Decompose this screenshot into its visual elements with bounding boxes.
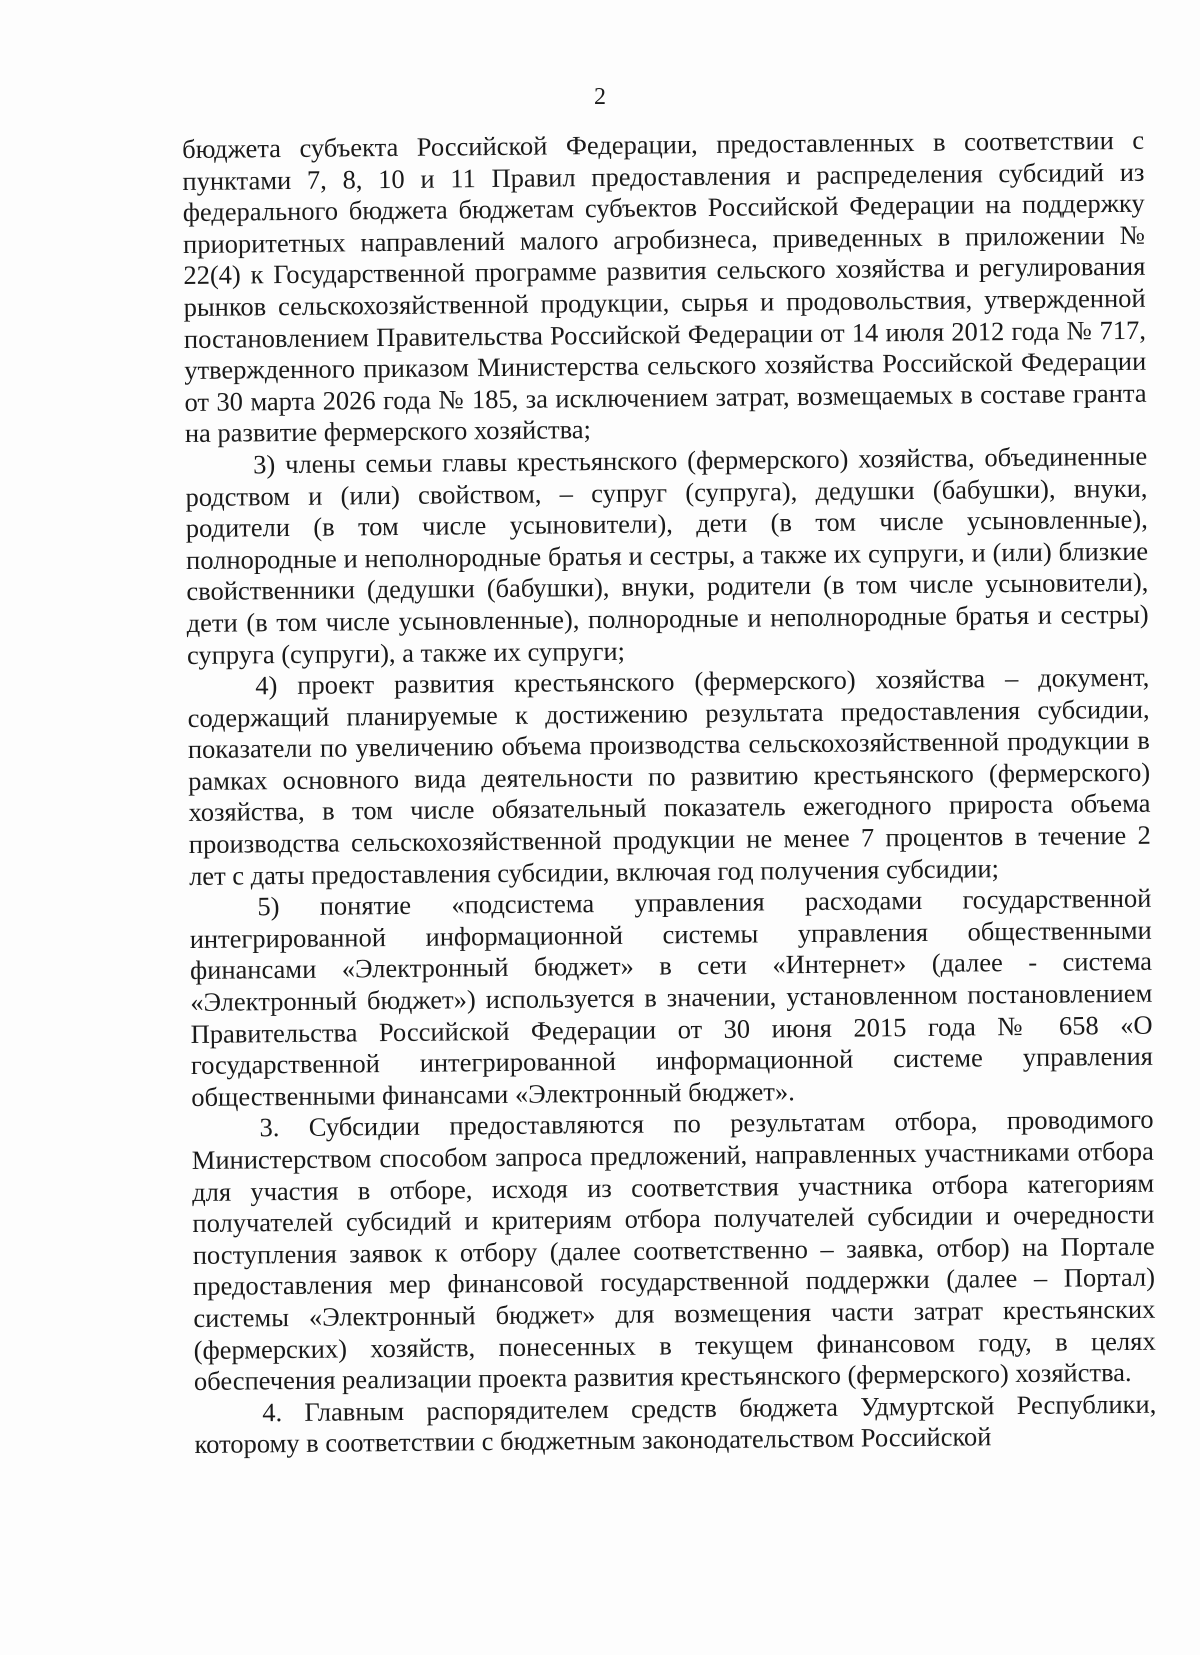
paragraph-clause-3: 3. Субсидии предоставляются по результатам отбора, проводимого Министерством способом запроса предложений, направленных участниками отбора для участия в отборе, исходя из соответствия участника отбора категориям получателей субсидий и критериям отбора получателей субсидии и очередности поступления заявок к отбору (далее соответственно – заявка, отбор) на Портале предоставления мер финансовой государственной поддержки (далее – Портал) системы «Электронный бюджет» для возмещения части затрат крестьянских (фермерских) хозяйств, понесенных в текущем финансовом году, в целях обеспечения реализации проекта развития крестьянского (фермерского) хозяйства.	[191, 1104, 1156, 1397]
document-body	[182, 125, 1157, 1461]
paragraph-clause-4: 4. Главным распорядителем средств бюджета Удмуртской Республики, которому в соответствии с бюджетным законодательством Российской	[194, 1388, 1157, 1460]
paragraph-item-3: 3) члены семьи главы крестьянского (фермерского) хозяйства, объединенные родством и (или) свойством, – супруг (супруга), дедушки (бабушки), внуки, родители (в том числе усыновители), дети (в том числе усыновленные), полнородные и неполнородные братья и сестры, а также их супруги, и (или) близкие свойственники (дедушки (бабушки), внуки, родители (в том числе усыновители), дети (в том числе усыновленные), полнородные и неполнородные братья и сестры) супруга (супруги), а также их супруги;	[185, 440, 1149, 670]
paragraph-continuation: бюджета субъекта Российской Федерации, предоставленных в соответствии с пунктами 7, 8, 10 и 11 Правил предоставления и распределения субсидий из федерального бюджета бюджетам субъектов Российской Федерации на поддержку приоритетных направлений малого агробизнеса, приведенных в приложении № 22(4) к Государственной программе развития сельского хозяйства и регулирования рынков сельскохозяйственной продукции, сырья и продовольствия, утвержденной постановлением Правительства Российской Федерации от 14 июля 2012 года № 717, утвержденного приказом Министерства сельского хозяйства Российской Федерации от 30 марта 2026 года № 185, за исключением затрат, возмещаемых в составе гранта на развитие фермерского хозяйства;	[182, 124, 1147, 449]
page-number: 2	[594, 84, 606, 110]
paragraph-item-4: 4) проект развития крестьянского (фермерского) хозяйства – документ, содержащий планируемые к достижению результата предоставления субсидии, показатели по увеличению объема производства сельскохозяйственной продукции в рамках основного вида деятельности по развитию крестьянского (фермерского) хозяйства, в том числе обязательный показатель ежегодного прироста объема производства сельскохозяйственной продукции не менее 7 процентов в течение 2 лет с даты предоставления субсидии, включая год получения субсидии;	[187, 661, 1151, 891]
paragraph-item-5: 5) понятие «подсистема управления расходами государственной интегрированной информационной системы управления общественными финансами «Электронный бюджет» в сети «Интернет» (далее - система «Электронный бюджет») используется в значении, установленном постановлением Правительства Российской Федерации от 30 июня 2015 года № 658 «О государственной интегрированной информационной системе управления общественными финансами «Электронный бюджет».	[189, 882, 1154, 1112]
